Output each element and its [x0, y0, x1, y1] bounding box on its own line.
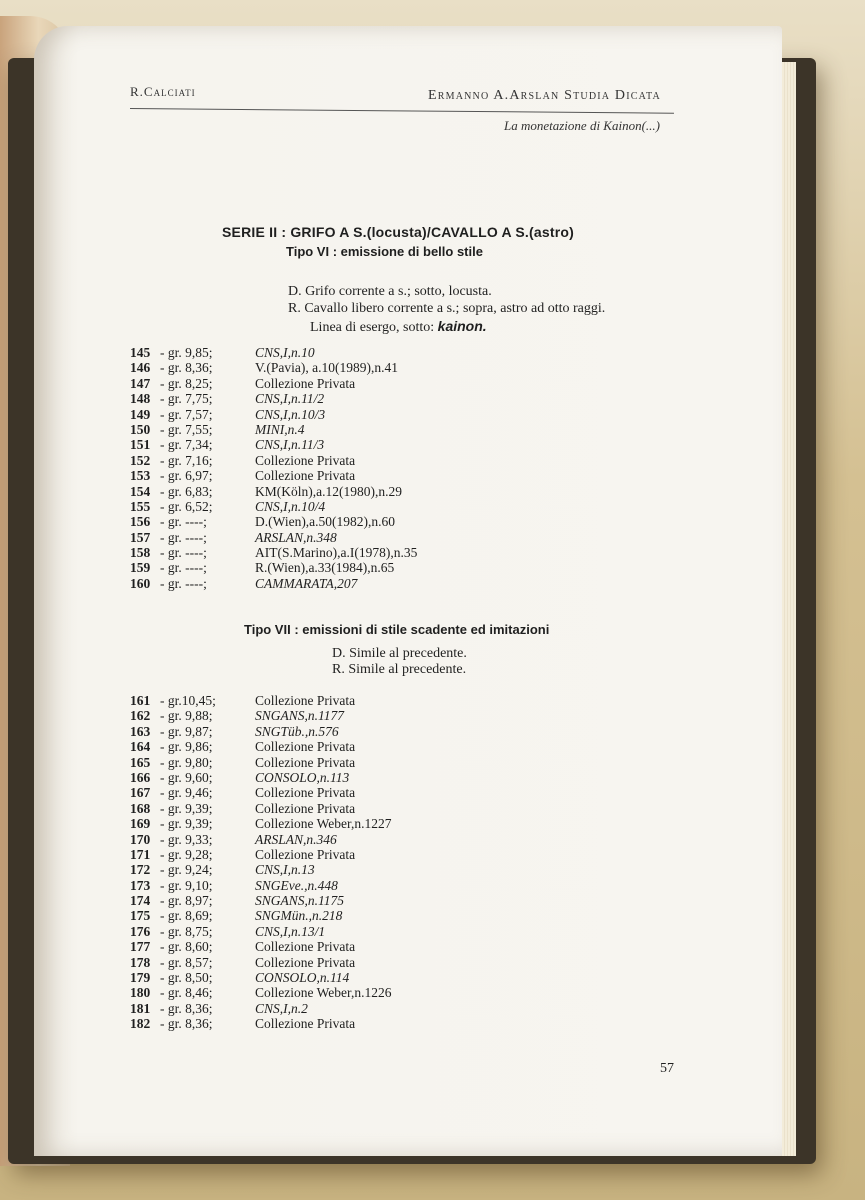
tipo-vi-title: Tipo VI : emissione di bello stile	[286, 244, 483, 259]
entry-source: MINI,n.4	[255, 421, 305, 437]
entry-source: CNS,I,n.10/3	[255, 406, 326, 422]
entry-number: 173	[130, 877, 151, 893]
entry-weight: - gr. 9,86;	[160, 739, 213, 755]
exergue-word: kainon.	[437, 318, 487, 334]
entry-source: Collezione Privata	[255, 375, 356, 391]
entry-number: 176	[130, 923, 151, 939]
entry-number: 146	[130, 360, 151, 376]
exergue-text: Linea di esergo, sotto:	[310, 320, 435, 335]
entry-weight: - gr. 9,39;	[160, 800, 213, 816]
entry-weight: - gr. 8,50;	[160, 970, 213, 986]
entry-number: 160	[130, 575, 151, 591]
serie-title: SERIE II : GRIFO A S.(locusta)/CAVALLO A S.(astro)	[222, 224, 574, 240]
entry-weight: - gr. ----;	[160, 575, 207, 591]
entry-number: 177	[130, 939, 151, 955]
entry-number: 159	[130, 560, 151, 576]
entry-number: 175	[130, 908, 151, 924]
entry-weight: - gr. 6,83;	[160, 483, 213, 499]
entry-source: SNGMün.,n.218	[255, 908, 343, 924]
entry-weight: - gr. 9,10;	[160, 877, 213, 893]
entry-weight: - gr. 9,28;	[160, 846, 213, 862]
entry-weight: - gr. 9,85;	[160, 345, 213, 360]
entry-number: 174	[130, 893, 151, 909]
entry-source: CNS,I,n.2	[255, 1000, 308, 1016]
entry-weight: - gr. 9,39;	[160, 816, 213, 832]
entry-weight: - gr. 7,34;	[160, 437, 213, 453]
entry-weight: - gr. 8,97;	[160, 893, 213, 909]
tipo-vii-obverse: D. Simile al precedente.	[332, 646, 467, 661]
entry-weight: - gr. 7,57;	[160, 406, 213, 422]
entry-source: ARSLAN,n.346	[255, 831, 337, 847]
entry-weight: - gr. 9,88;	[160, 708, 213, 724]
entry-weight: - gr. 9,24;	[160, 862, 213, 878]
entry-source: Collezione Privata	[255, 846, 356, 862]
entry-source: V.(Pavia), a.10(1989),n.41	[255, 360, 398, 376]
tipo-vi-obverse: D. Grifo corrente a s.; sotto, locusta.	[288, 284, 492, 299]
entry-source: R.(Wien),a.33(1984),n.65	[255, 560, 395, 576]
entry-number: 150	[130, 421, 151, 437]
page-number: 57	[660, 1061, 674, 1076]
entry-weight: - gr. ----;	[160, 560, 207, 576]
entry-number: 152	[130, 452, 151, 468]
entry-number: 157	[130, 529, 151, 545]
entry-number: 180	[130, 985, 151, 1001]
entry-source: SNGANS,n.1177	[255, 708, 345, 724]
entry-source: Collezione Privata	[255, 739, 356, 755]
entry-source: CONSOLO,n.114	[255, 970, 350, 986]
entry-number: 153	[130, 468, 151, 484]
entry-source: SNGTüb.,n.576	[255, 723, 339, 739]
entry-source: Collezione Privata	[255, 939, 356, 955]
entry-source: CNS,I,n.13	[255, 862, 315, 878]
entry-number: 161	[130, 693, 151, 708]
running-head-title: Ermanno A.Arslan Studia Dicata	[428, 88, 661, 103]
entry-weight: - gr. 9,46;	[160, 785, 213, 801]
entry-weight: - gr. 8,69;	[160, 908, 213, 924]
entry-number: 162	[130, 708, 151, 724]
entry-source: Collezione Privata	[255, 800, 356, 816]
entry-number: 170	[130, 831, 151, 847]
entry-number: 151	[130, 437, 151, 453]
entry-number: 178	[130, 954, 151, 970]
running-head-author: R.Calciati	[130, 84, 196, 99]
entry-weight: - gr. 8,36;	[160, 360, 213, 376]
entry-weight: - gr. 6,52;	[160, 498, 213, 514]
entry-source: D.(Wien),a.50(1982),n.60	[255, 514, 396, 530]
entry-source: CAMMARATA,207	[255, 575, 358, 591]
entry-weight: - gr. 9,80;	[160, 754, 213, 770]
entry-number: 181	[130, 1000, 151, 1016]
entry-weight: - gr. ----;	[160, 514, 207, 530]
entry-source: CNS,I,n.10/4	[255, 498, 326, 514]
entry-source: Collezione Privata	[255, 693, 356, 708]
entry-number: 158	[130, 545, 151, 561]
entry-weight: - gr. 8,36;	[160, 1000, 213, 1016]
entry-source: CNS,I,n.11/2	[255, 391, 325, 407]
entry-number: 169	[130, 816, 151, 832]
entry-number: 154	[130, 483, 151, 499]
entry-number: 166	[130, 769, 151, 785]
entry-source: Collezione Weber,n.1227	[255, 816, 392, 832]
entry-weight: - gr.10,45;	[160, 693, 216, 708]
entry-number: 145	[130, 345, 151, 360]
entry-number: 155	[130, 498, 151, 514]
running-head-subtitle: La monetazione di Kainon(...)	[504, 118, 660, 133]
tipo-vii-title: Tipo VII : emissioni di stile scadente ed imitazioni	[244, 622, 550, 637]
entry-source: CNS,I,n.11/3	[255, 437, 325, 453]
entry-source: CONSOLO,n.113	[255, 769, 350, 785]
entry-weight: - gr. 7,55;	[160, 421, 213, 437]
entry-weight: - gr. 8,75;	[160, 923, 213, 939]
entry-weight: - gr. 7,16;	[160, 452, 213, 468]
entry-weight: - gr. 8,57;	[160, 954, 213, 970]
entry-source: SNGEve.,n.448	[255, 877, 338, 893]
tipo-vii-reverse: R. Simile al precedente.	[332, 662, 467, 677]
entry-number: 149	[130, 406, 151, 422]
entry-source: AIT(S.Marino),a.I(1978),n.35	[255, 545, 418, 561]
entry-weight: - gr. 8,46;	[160, 985, 213, 1001]
entry-source: CNS,I,n.13/1	[255, 923, 326, 939]
entry-number: 182	[130, 1016, 151, 1032]
book-page	[34, 26, 782, 1156]
tipo-vi-reverse: R. Cavallo libero corrente a s.; sopra, astro ad otto raggi.	[288, 301, 606, 316]
entry-weight: - gr. 9,60;	[160, 769, 213, 785]
entry-source: Collezione Privata	[255, 468, 356, 484]
tipo-vi-exergue	[310, 318, 487, 336]
entry-number: 165	[130, 754, 151, 770]
entry-weight: - gr. 8,60;	[160, 939, 213, 955]
entry-weight: - gr. 8,36;	[160, 1016, 213, 1032]
entry-number: 179	[130, 970, 151, 986]
entry-number: 168	[130, 800, 151, 816]
entry-source: Collezione Privata	[255, 1016, 356, 1032]
entry-source: ARSLAN,n.348	[255, 529, 337, 545]
entry-weight: - gr. 9,33;	[160, 831, 213, 847]
entry-weight: - gr. ----;	[160, 545, 207, 561]
entry-source: Collezione Privata	[255, 785, 356, 801]
entry-number: 156	[130, 514, 151, 530]
entry-number: 172	[130, 862, 151, 878]
entry-weight: - gr. 8,25;	[160, 375, 213, 391]
entry-weight: - gr. 6,97;	[160, 468, 213, 484]
entry-number: 163	[130, 723, 151, 739]
entry-source: Collezione Weber,n.1226	[255, 985, 392, 1001]
entry-source: SNGANS,n.1175	[255, 893, 345, 909]
entry-weight: - gr. ----;	[160, 529, 207, 545]
entry-source: Collezione Privata	[255, 754, 356, 770]
entry-number: 171	[130, 846, 151, 862]
entry-weight: - gr. 9,87;	[160, 723, 213, 739]
entry-number: 148	[130, 391, 151, 407]
header-rule	[130, 108, 674, 114]
entry-number: 147	[130, 375, 151, 391]
entry-source: KM(Köln),a.12(1980),n.29	[255, 483, 402, 499]
entry-number: 164	[130, 739, 151, 755]
entry-number: 167	[130, 785, 151, 801]
entry-source: Collezione Privata	[255, 452, 356, 468]
entry-weight: - gr. 7,75;	[160, 391, 213, 407]
entry-source: Collezione Privata	[255, 954, 356, 970]
entry-source: CNS,I,n.10	[255, 345, 315, 360]
